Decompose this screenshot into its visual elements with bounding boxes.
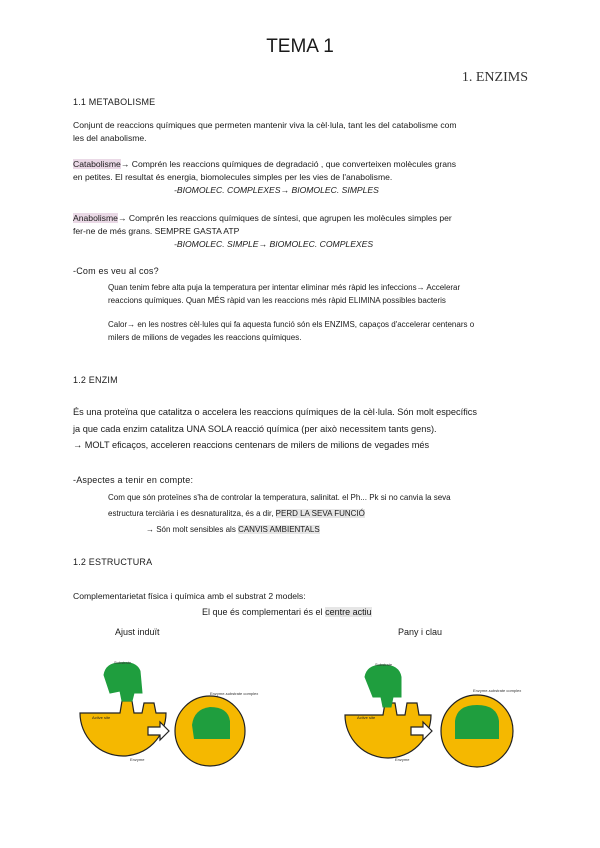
page-title: TEMA 1 [266, 36, 334, 57]
label-substrate: Substrate [375, 662, 393, 667]
centre-actiu-line [202, 607, 372, 617]
text-line: → MOLT eficaços, acceleren reaccions centenars de milers de milions de vegades més [73, 440, 430, 450]
anabolisme-term: Anabolisme [73, 213, 118, 223]
label-complex: Enzyme-substrate complex [210, 691, 259, 696]
text-line: → Comprén les reaccions químiques de degradació , que converteixen molècules grans [120, 159, 457, 169]
label-substrate: Substrate [114, 660, 132, 665]
aspectes-heading: -Aspectes a tenir en compte: [73, 475, 194, 485]
label-complex: Enzyme-substrate complex [473, 688, 522, 693]
estructura-paragraph: Complementarietat física i química amb el substrat 2 models: [73, 591, 306, 601]
complex-substrate-shape [455, 705, 499, 739]
text-line: Quan tenim febre alta puja la temperatura per intentar eliminar més ràpid les infeccions→ Accelerar [108, 283, 461, 292]
heading-estructura: 1.2 ESTRUCTURA [73, 557, 153, 567]
model-label-ajust: Ajust induït [115, 627, 160, 637]
label-active-site: Active site [92, 715, 111, 720]
catabolisme-block [73, 158, 456, 197]
calor-paragraph [108, 318, 474, 344]
diagram-pany-i-clau [335, 655, 555, 770]
text-line: -BIOMOLEC. COMPLEXES→ BIOMOLEC. SIMPLES [174, 185, 379, 195]
febre-paragraph [108, 281, 460, 307]
highlight-canvis: CANVIS AMBIENTALS [238, 525, 320, 534]
text-line: les del anabolisme. [73, 133, 147, 143]
text-line: ja que cada enzim catalitza UNA SOLA reacció química (per això necessitem tants gens). [73, 423, 437, 434]
text-line: → Comprén les reaccions químiques de síntesi, que agrupen les molècules simples per [117, 213, 452, 223]
text-line: Com que són proteïnes s'ha de controlar la temperatura, salinitat. el Ph... Pk si no canvia la seva [108, 493, 451, 502]
anabolisme-block [73, 212, 452, 251]
section-title: 1. ENZIMS [461, 70, 528, 85]
metabolisme-definition [73, 119, 457, 145]
model-label-pany: Pany i clau [398, 627, 443, 637]
highlight-perd-funcio: PERD LA SEVA FUNCIÓ [275, 509, 365, 518]
text-line: Conjunt de reaccions químiques que permeten mantenir viva la cèl·lula, tant les del catabolisme com [73, 120, 457, 130]
text-line: → Són molt sensibles als [146, 525, 236, 534]
label-enzyme: Enzyme [130, 757, 145, 762]
label-enzyme: Enzyme [395, 757, 410, 762]
text-line: És una proteïna que catalitza o accelera les reaccions químiques de la cèl·lula. Són molt específics [73, 407, 477, 417]
enzim-paragraph [73, 404, 477, 454]
text-line: reaccions químiques. Quan MÉS ràpid van les reaccions més ràpid ELIMINA possibles bacteris [108, 296, 446, 305]
text-line: estructura terciària i es desnaturalitza, és a dir, [108, 509, 274, 518]
text-line: fer-ne de més grans. SEMPRE GASTA ATP [73, 226, 240, 236]
text-line: en petites. El resultat és energia, biomolecules simples per les vies de l'anabolisme. [73, 172, 393, 182]
text-line: milers de milions de vegades les reaccions químiques. [108, 333, 302, 342]
label-active-site: Active site [357, 715, 376, 720]
substrate-shape [104, 663, 142, 701]
text-line: El que és complementari és el [202, 607, 323, 617]
diagram-ajust-induit [70, 655, 290, 770]
heading-metabolisme: 1.1 METABOLISME [73, 97, 156, 107]
highlight-centre-actiu: centre actiu [325, 607, 372, 617]
text-line: -BIOMOLEC. SIMPLE→ BIOMOLEC. COMPLEXES [174, 239, 374, 249]
catabolisme-term: Catabolisme [73, 159, 121, 169]
substrate-shape [365, 665, 401, 707]
aspectes-paragraph [108, 490, 451, 538]
text-line: Calor→ en les nostres cèl·lules qui fa aquesta funció són els ENZIMS, capaços d'accelerar centenars o [108, 320, 475, 329]
question-heading: -Com es veu al cos? [73, 266, 159, 276]
heading-enzim: 1.2 ENZIM [73, 375, 118, 385]
